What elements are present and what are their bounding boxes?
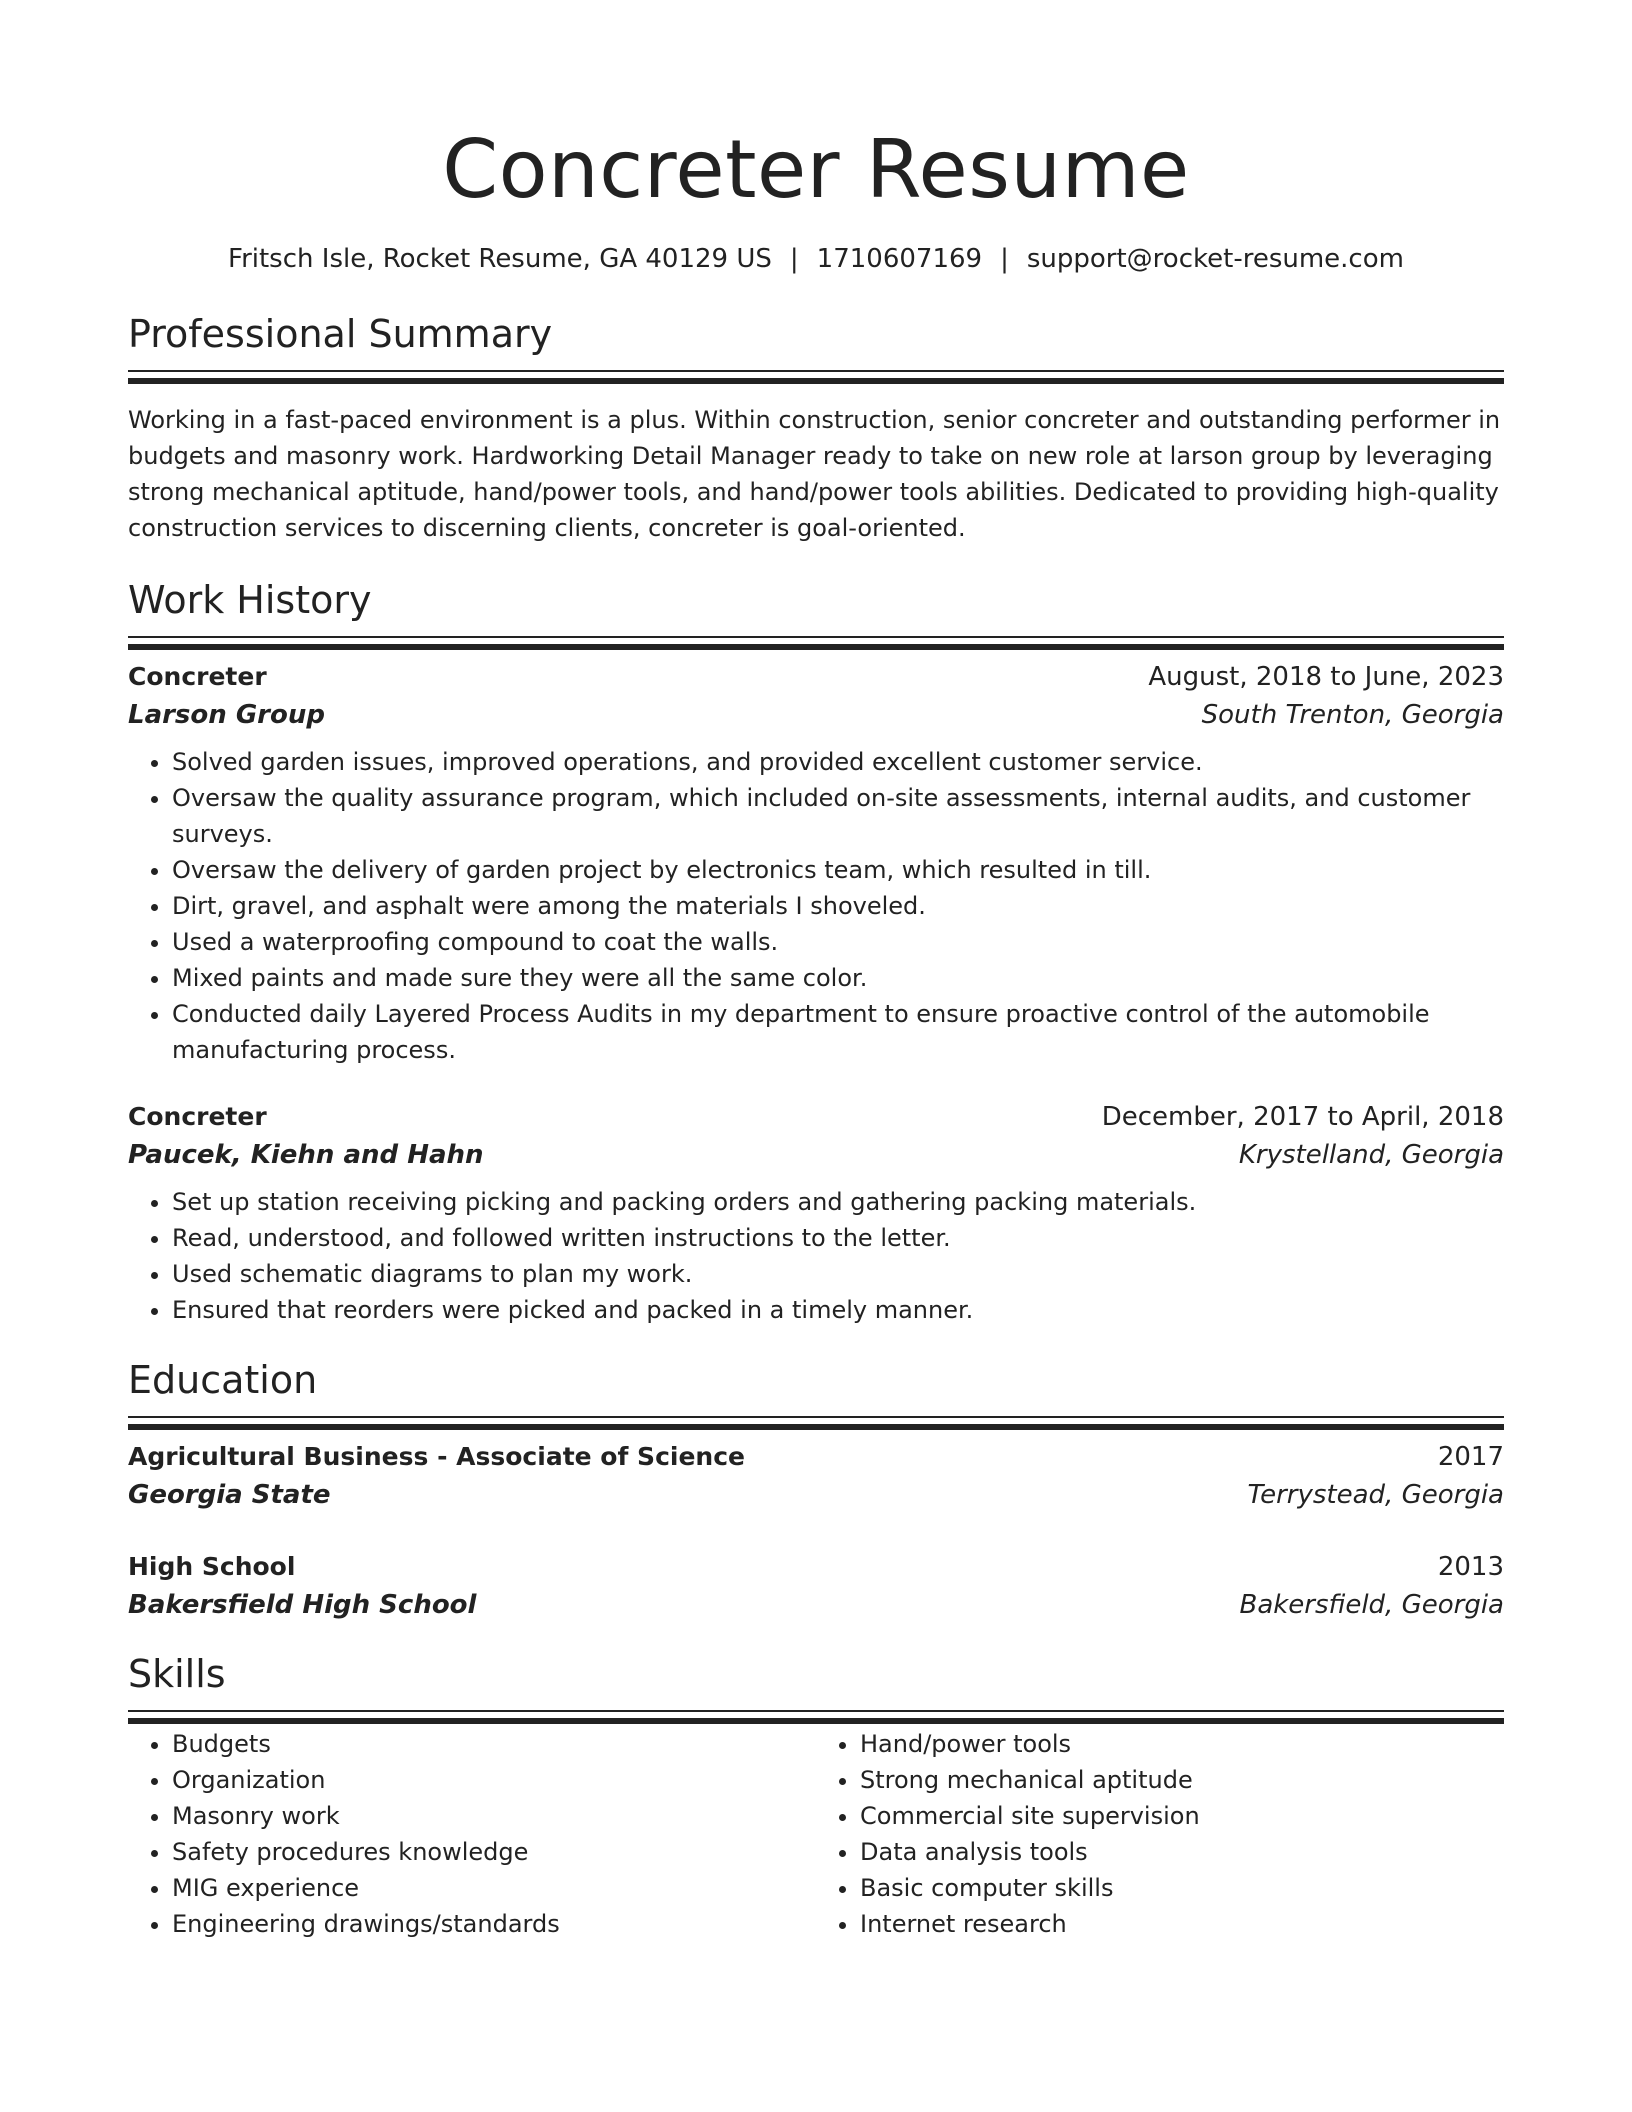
page-title: Concreter Resume (442, 123, 1190, 216)
job-subheader (128, 1136, 1504, 1174)
skill-item: • Organization (172, 1762, 816, 1798)
skill-item: • Internet research (860, 1906, 1504, 1942)
job-header (128, 1098, 1504, 1136)
job-subheader (128, 696, 1504, 734)
education-section (128, 1356, 1504, 1624)
skill-item: • Engineering drawings/standards (172, 1906, 816, 1942)
list-item: • Set up station receiving picking and packing orders and gathering packing materials. (172, 1184, 1504, 1220)
list-item: • Oversaw the delivery of garden project by electronics team, which resulted in till. (172, 852, 1504, 888)
list-item: • Mixed paints and made sure they were all the same color. (172, 960, 1504, 996)
skills-list-right (816, 1726, 1504, 1942)
job-title: Concreter (128, 662, 267, 691)
list-item: • Used a waterproofing compound to coat the walls. (172, 924, 1504, 960)
skills-columns (128, 1726, 1504, 1942)
education-location: Terrystead, Georgia (1247, 1480, 1504, 1510)
contact-phone: 1710607169 (816, 244, 983, 274)
education-school: Bakersfield High School (128, 1590, 477, 1620)
skill-item: • Commercial site supervision (860, 1798, 1504, 1834)
education-header (128, 1438, 1504, 1476)
job-dates: August, 2018 to June, 2023 (1148, 662, 1504, 692)
contact-line (128, 242, 1504, 276)
list-item: • Read, understood, and followed written instructions to the letter. (172, 1220, 1504, 1256)
job-bullets (128, 744, 1504, 1068)
list-item: • Dirt, gravel, and asphalt were among the materials I shoveled. (172, 888, 1504, 924)
education-year: 2013 (1437, 1552, 1504, 1582)
job-dates: December, 2017 to April, 2018 (1101, 1102, 1504, 1132)
section-heading-skills: Skills (128, 1652, 226, 1696)
skills-section (128, 1650, 1504, 1942)
section-heading-work-history: Work History (128, 578, 372, 622)
job-title: Concreter (128, 1102, 267, 1131)
education-year: 2017 (1437, 1442, 1504, 1472)
job-company: Larson Group (128, 700, 325, 730)
summary-section (128, 310, 1504, 546)
education-entry (128, 1438, 1504, 1514)
skill-item: • Strong mechanical aptitude (860, 1762, 1504, 1798)
skill-item: • Hand/power tools (860, 1726, 1504, 1762)
education-subheader (128, 1476, 1504, 1514)
education-degree: High School (128, 1552, 296, 1581)
section-divider (128, 636, 1504, 638)
skill-item: • Basic computer skills (860, 1870, 1504, 1906)
job-bullets (128, 1184, 1504, 1328)
job-header (128, 658, 1504, 696)
job-entry (128, 658, 1504, 1068)
job-entry (128, 1098, 1504, 1328)
list-item: • Used schematic diagrams to plan my work. (172, 1256, 1504, 1292)
summary-text: Working in a fast-paced environment is a plus. Within construction, senior concreter and outstanding performer in budgets and masonry work. Hardworking Detail Manager ready to take on new role at larson group by leveraging strong mechanical aptitude, hand/power tools, and hand/power tools abilities. Dedicated to providing high-quality construction services to discerning clients, concreter is goal-oriented. (128, 406, 1501, 542)
education-entry (128, 1548, 1504, 1624)
skill-item: • Data analysis tools (860, 1834, 1504, 1870)
list-item: • Solved garden issues, improved operations, and provided excellent customer service. (172, 744, 1504, 780)
contact-email[interactable]: support@rocket-resume.com (1026, 244, 1404, 274)
list-item: • Conducted daily Layered Process Audits in my department to ensure proactive control of the automobile manufacturing process. (172, 996, 1504, 1068)
job-location: South Trenton, Georgia (1201, 700, 1504, 730)
section-divider (128, 370, 1504, 372)
section-divider (128, 1416, 1504, 1418)
education-header (128, 1548, 1504, 1586)
contact-address: Fritsch Isle, Rocket Resume, GA 40129 US (228, 244, 772, 274)
section-heading-summary: Professional Summary (128, 312, 553, 356)
education-degree: Agricultural Business - Associate of Science (128, 1442, 745, 1471)
section-heading-education: Education (128, 1358, 318, 1402)
job-location: Krystelland, Georgia (1238, 1140, 1504, 1170)
contact-separator: | (789, 244, 799, 274)
skill-item: • Safety procedures knowledge (172, 1834, 816, 1870)
list-item: • Oversaw the quality assurance program, which included on-site assessments, internal audits, and customer surveys. (172, 780, 1504, 852)
skill-item: • MIG experience (172, 1870, 816, 1906)
skill-item: • Masonry work (172, 1798, 816, 1834)
list-item: • Ensured that reorders were picked and packed in a timely manner. (172, 1292, 1504, 1328)
job-company: Paucek, Kiehn and Hahn (128, 1140, 484, 1170)
skill-item: • Budgets (172, 1726, 816, 1762)
education-location: Bakersfield, Georgia (1239, 1590, 1504, 1620)
skills-list-left (128, 1726, 816, 1942)
education-school: Georgia State (128, 1480, 331, 1510)
contact-separator: | (1000, 244, 1009, 274)
section-divider (128, 1710, 1504, 1712)
education-subheader (128, 1586, 1504, 1624)
work-history-section (128, 576, 1504, 1328)
